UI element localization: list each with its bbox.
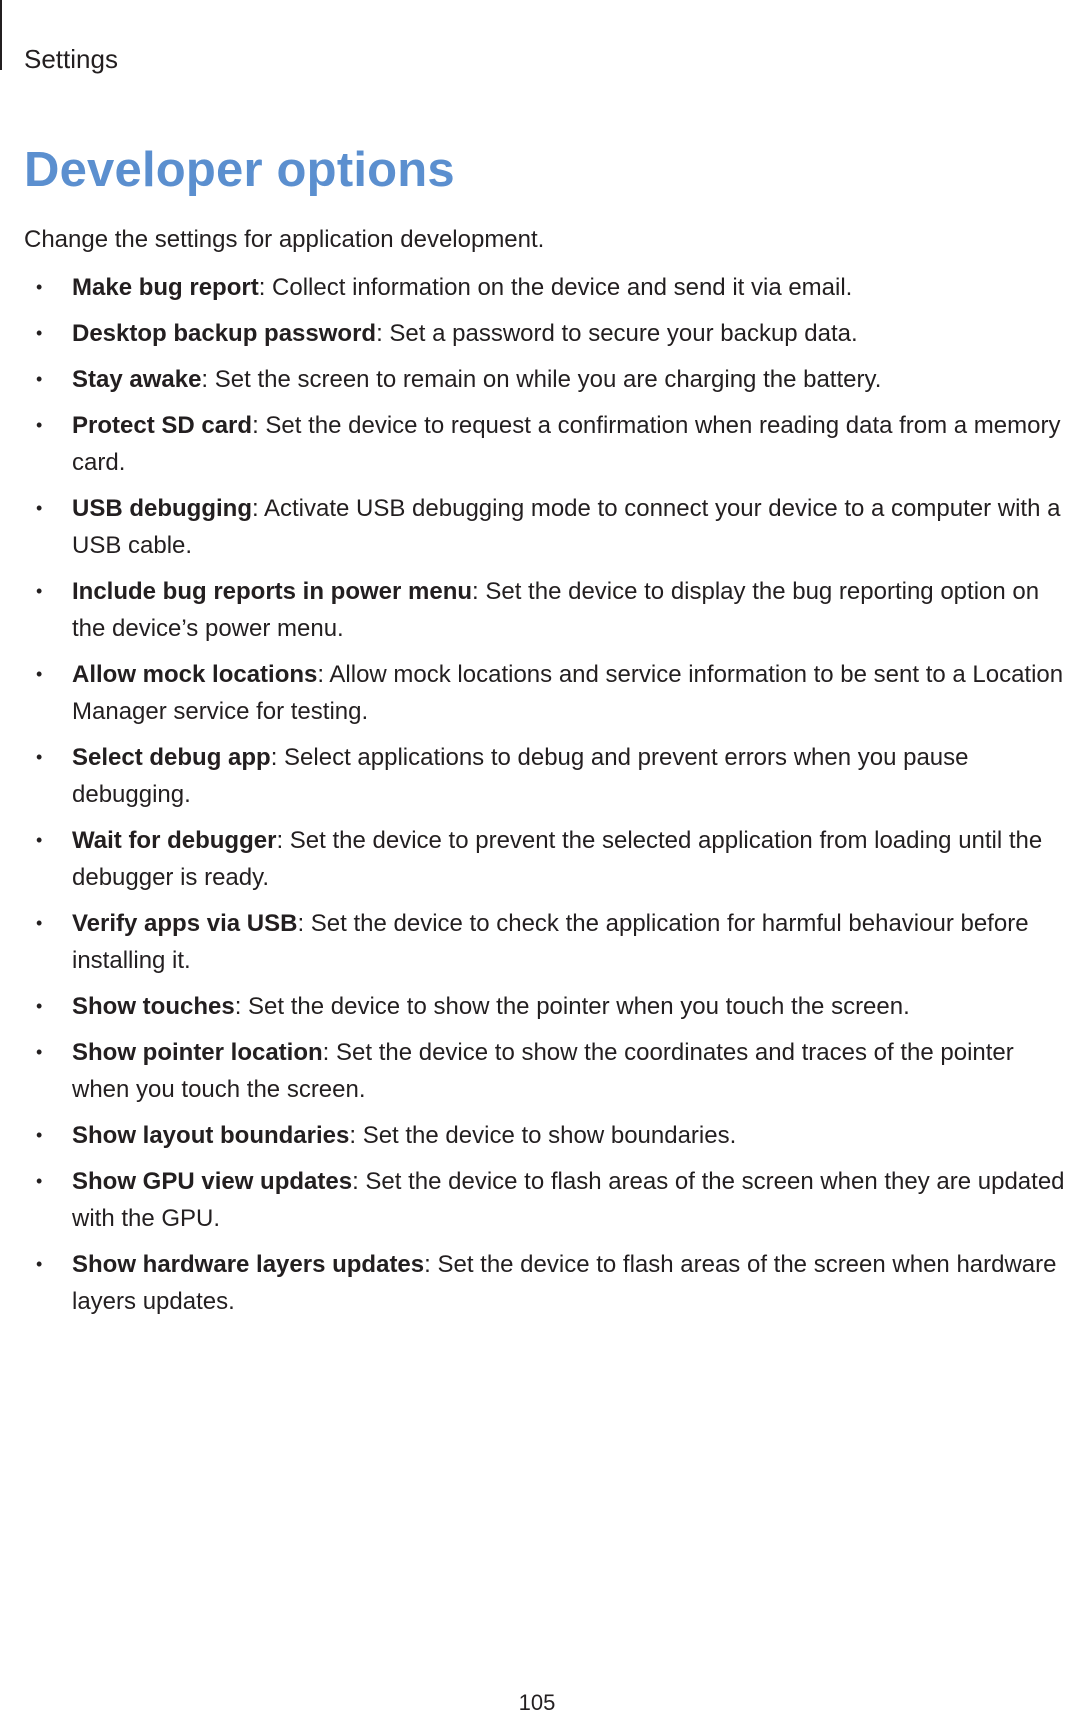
option-item-wait-for-debugger <box>24 822 1070 896</box>
option-item-show-hardware-layers-updates <box>24 1246 1070 1320</box>
option-item-show-touches <box>24 988 1070 1025</box>
page-title: Developer options <box>24 143 455 197</box>
option-description: : Set the device to display the bug reporting option on the device’s power menu. <box>72 578 1040 642</box>
option-item-show-pointer-location <box>24 1034 1070 1108</box>
option-term: Make bug report <box>72 274 259 301</box>
option-item-protect-sd-card <box>24 407 1070 481</box>
option-description: : Set the device to check the application for harmful behaviour before installing it. <box>72 910 1029 974</box>
option-description: : Set the device to show boundaries. <box>349 1122 737 1149</box>
option-term: Stay awake <box>72 366 202 393</box>
option-item-include-bug-reports <box>24 573 1070 647</box>
option-item-desktop-backup-password <box>24 315 1070 352</box>
option-term: Include bug reports in power menu <box>72 578 473 605</box>
option-term: Protect SD card <box>72 412 253 439</box>
page-margin-rule <box>0 0 2 70</box>
option-description: : Collect information on the device and send it via email. <box>258 274 853 301</box>
option-description: : Select applications to debug and prevent errors when you pause debugging. <box>72 744 969 808</box>
bullet-icon: • <box>36 1042 43 1062</box>
option-term: Verify apps via USB <box>72 910 298 937</box>
bullet-icon: • <box>36 369 43 389</box>
developer-options-list <box>24 269 1070 1329</box>
option-description: : Allow mock locations and service information to be sent to a Location Manager service for testing. <box>72 661 1064 725</box>
bullet-icon: • <box>36 913 43 933</box>
bullet-icon: • <box>36 415 43 435</box>
option-term: Show hardware layers updates <box>72 1251 425 1278</box>
option-item-select-debug-app <box>24 739 1070 813</box>
option-term: Show GPU view updates <box>72 1168 353 1195</box>
option-description: : Activate USB debugging mode to connect your device to a computer with a USB cable. <box>72 495 1061 559</box>
bullet-icon: • <box>36 277 43 297</box>
section-header: Settings <box>24 44 118 74</box>
option-term: Show touches <box>72 993 235 1020</box>
option-item-show-layout-boundaries <box>24 1117 1070 1154</box>
bullet-icon: • <box>36 664 43 684</box>
option-term: Select debug app <box>72 744 271 771</box>
option-description: : Set the device to show the pointer when you touch the screen. <box>234 993 910 1020</box>
option-description: : Set the device to prevent the selected application from loading until the debugger is ready. <box>72 827 1043 891</box>
page-number: 105 <box>518 1690 556 1715</box>
bullet-icon: • <box>36 1125 43 1145</box>
option-term: Show pointer location <box>72 1039 323 1066</box>
option-description: : Set the device to show the coordinates and traces of the pointer when you touch the screen. <box>72 1039 1014 1103</box>
option-term: Wait for debugger <box>72 827 277 854</box>
option-item-show-gpu-view-updates <box>24 1163 1070 1237</box>
option-description: : Set the device to request a confirmation when reading data from a memory card. <box>72 412 1061 476</box>
bullet-icon: • <box>36 1171 43 1191</box>
option-description: : Set a password to secure your backup data. <box>376 320 858 347</box>
option-description: : Set the screen to remain on while you are charging the battery. <box>201 366 882 393</box>
option-term: Allow mock locations <box>72 661 318 688</box>
option-item-usb-debugging <box>24 490 1070 564</box>
option-description: : Set the device to flash areas of the screen when they are updated with the GPU. <box>72 1168 1065 1232</box>
intro-paragraph: Change the settings for application development. <box>24 226 545 253</box>
option-item-allow-mock-locations <box>24 656 1070 730</box>
option-item-make-bug-report <box>24 269 1070 306</box>
bullet-icon: • <box>36 830 43 850</box>
bullet-icon: • <box>36 323 43 343</box>
option-item-verify-apps-via-usb <box>24 905 1070 979</box>
bullet-icon: • <box>36 581 43 601</box>
option-term: Desktop backup password <box>72 320 377 347</box>
bullet-icon: • <box>36 996 43 1016</box>
bullet-icon: • <box>36 1254 43 1274</box>
option-term: USB debugging <box>72 495 252 522</box>
option-description: : Set the device to flash areas of the screen when hardware layers updates. <box>72 1251 1057 1315</box>
option-term: Show layout boundaries <box>72 1122 350 1149</box>
bullet-icon: • <box>36 498 43 518</box>
bullet-icon: • <box>36 747 43 767</box>
option-item-stay-awake <box>24 361 1070 398</box>
